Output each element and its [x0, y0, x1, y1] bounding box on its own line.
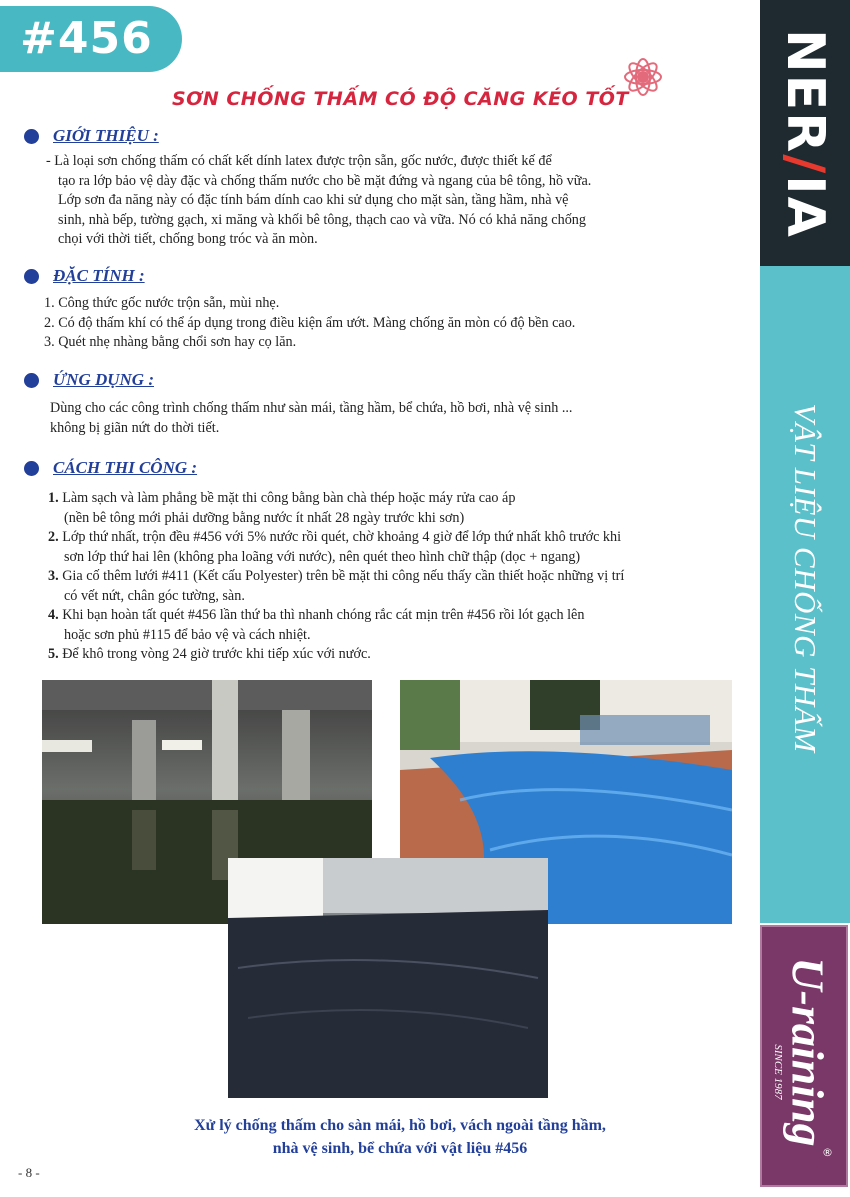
method-step — [48, 528, 754, 548]
intro-line: Lớp sơn đa năng này có đặc tính bám dính cao khi sử dụng cho mặt sàn, tầng hầm, nhà vệ — [58, 192, 569, 208]
brand-slash: / — [775, 154, 835, 176]
intro-line: sinh, nhà bếp, tường gạch, xi măng và khối bê tông, thạch cao và vữa. Nó có khả năng chống — [58, 211, 586, 228]
brand-text-left: NER — [775, 29, 835, 155]
list-item: 1. Công thức gốc nước trộn sẵn, mùi nhẹ. — [44, 295, 280, 311]
company-logo: U-raining — [782, 957, 834, 1147]
intro-section — [24, 126, 744, 250]
logo-since: SINCE 1987 — [772, 1044, 784, 1100]
method-steps — [24, 489, 754, 665]
step-continuation: có vết nứt, chân góc tường, sàn. — [64, 587, 245, 604]
rooftop-photo — [228, 858, 548, 1098]
method-heading: CÁCH THI CÔNG : — [53, 458, 198, 477]
usage-line: Dùng cho các công trình chống thấm như sàn mái, tầng hầm, bể chứa, hồ bơi, nhà vệ sinh ... — [50, 400, 573, 416]
step-continuation: (nền bê tông mới phải dưỡng bằng nước ít nhất 28 ngày trước khi sơn) — [64, 509, 465, 526]
caption-line: nhà vệ sinh, bể chứa với vật liệu #456 — [272, 1140, 528, 1157]
step-text: Lớp thứ nhất, trộn đều #456 với 5% nước rồi quét, chờ khoảng 4 giờ để lớp thứ nhất khô trước khi — [62, 529, 622, 545]
features-list — [24, 294, 744, 353]
intro-line: tạo ra lớp bảo vệ dày đặc và chống thấm nước cho bề mặt đứng và ngang của bê tông, hồ vữa. — [58, 172, 592, 189]
page-number: - 8 - — [18, 1165, 40, 1180]
registered-mark: ® — [822, 1146, 833, 1159]
method-step — [48, 567, 754, 587]
step-text: Gia cố thêm lưới #411 (Kết cấu Polyester) trên bề mặt thi công nếu thấy cần thiết hoặc những vị trí — [62, 568, 625, 584]
intro-text — [24, 152, 744, 250]
usage-line: không bị giãn nứt do thời tiết. — [50, 419, 220, 436]
step-text: Làm sạch và làm phẳng bề mặt thi công bằng bàn chà thép hoặc máy rửa cao áp — [62, 490, 516, 506]
list-item: 3. Quét nhẹ nhàng bằng chổi sơn hay cọ lăn. — [44, 334, 297, 350]
method-section — [24, 458, 754, 665]
step-number: 1. — [48, 490, 59, 506]
step-continuation: sơn lớp thứ hai lên (không pha loãng với nước), nên quét theo hình chữ thập (dọc + ngang) — [64, 548, 581, 565]
usage-section — [24, 370, 744, 438]
step-number: 2. — [48, 529, 59, 545]
bullet-icon — [24, 269, 39, 284]
method-step — [48, 489, 754, 509]
category-title: VẬT LIỆU CHỐNG THẤM — [788, 403, 823, 753]
intro-line: chọi với thời tiết, chống bong tróc và ăn mòn. — [58, 231, 318, 247]
step-continuation: hoặc sơn phủ #115 để bảo vệ và cách nhiệt. — [64, 626, 311, 643]
brand-text-right: IA — [775, 175, 835, 239]
bullet-icon — [24, 461, 39, 476]
brand-logo — [775, 29, 835, 239]
step-text: Để khô trong vòng 24 giờ trước khi tiếp xúc với nước. — [62, 646, 371, 662]
bullet-icon — [24, 373, 39, 388]
method-step — [48, 606, 754, 626]
page-title: SƠN CHỐNG THẤM CÓ ĐỘ CĂNG KÉO TỐT — [172, 88, 629, 110]
step-text: Khi bạn hoàn tất quét #456 lần thứ ba thì nhanh chóng rắc cát mịn trên #456 rồi lót gạch lên — [62, 607, 585, 623]
features-heading: ĐẶC TÍNH : — [53, 266, 145, 285]
step-number: 5. — [48, 646, 59, 662]
step-number: 4. — [48, 607, 59, 623]
product-code-badge: #456 — [0, 6, 182, 72]
intro-heading: GIỚI THIỆU : — [53, 126, 159, 145]
features-section — [24, 266, 744, 353]
method-step — [48, 645, 754, 665]
usage-text — [24, 399, 744, 438]
photo-caption — [120, 1114, 680, 1160]
usage-heading: ỨNG DỤNG : — [53, 370, 154, 389]
intro-line: - Là loại sơn chống thấm có chất kết dính latex được trộn sẵn, gốc nước, được thiết kế để — [46, 153, 552, 169]
step-number: 3. — [48, 568, 59, 584]
caption-line: Xử lý chống thấm cho sàn mái, hồ bơi, vách ngoài tầng hầm, — [194, 1117, 606, 1134]
bullet-icon — [24, 129, 39, 144]
list-item: 2. Có độ thấm khí có thể áp dụng trong điều kiện ẩm ướt. Màng chống ăn mòn có độ bền cao. — [44, 314, 576, 331]
